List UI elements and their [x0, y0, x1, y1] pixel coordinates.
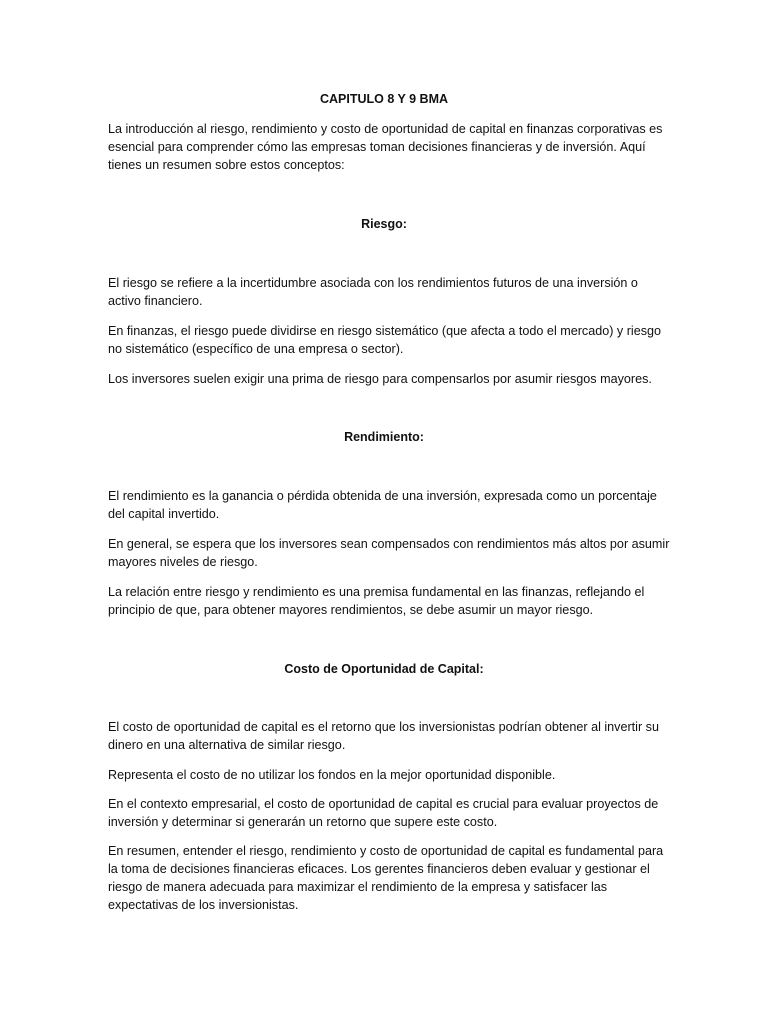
- paragraph-text: El costo de oportunidad de capital es el retorno que los inversionistas podrían obtener al invertir su dinero en una alternativa de similar riesgo.: [108, 720, 659, 752]
- section-heading-rendimiento: Rendimiento:: [344, 430, 424, 444]
- paragraph-text: Los inversores suelen exigir una prima de riesgo para compensarlos por asumir riesgos mayores.: [108, 372, 652, 386]
- rendimiento-paragraph-1: [108, 487, 670, 523]
- costo-paragraph-3: [108, 795, 670, 831]
- section-heading-costo-oportunidad: Costo de Oportunidad de Capital:: [284, 662, 484, 676]
- paragraph-text: La relación entre riesgo y rendimiento es una premisa fundamental en las finanzas, reflejando el principio de que, para obtener mayores rendimientos, se debe asumir un mayor riesgo.: [108, 585, 645, 617]
- costo-paragraph-2: [108, 766, 670, 784]
- riesgo-paragraph-2: [108, 322, 670, 358]
- paragraph-text: En general, se espera que los inversores sean compensados con rendimientos más altos por asumir mayores niveles de riesgo.: [108, 537, 670, 569]
- paragraph-text: En resumen, entender el riesgo, rendimiento y costo de oportunidad de capital es fundamental para la toma de decisiones financieras eficaces. Los gerentes financieros deben evaluar y gestionar el riesgo de manera adecuada para maximizar el rendimiento de la empresa y satisfacer las expectativas de los inversionistas.: [108, 844, 664, 912]
- paragraph-text: En el contexto empresarial, el costo de oportunidad de capital es crucial para evaluar proyectos de inversión y determinar si generarán un retorno que supere este costo.: [108, 797, 659, 829]
- paragraph-text: Representa el costo de no utilizar los fondos en la mejor oportunidad disponible.: [108, 768, 556, 782]
- intro-paragraph: [108, 120, 670, 174]
- riesgo-paragraph-1: [108, 274, 670, 310]
- intro-text: La introducción al riesgo, rendimiento y costo de oportunidad de capital en finanzas corporativas es esencial para comprender cómo las empresas toman decisiones financieras y de inversión. Aquí tienes un resumen sobre estos conceptos:: [108, 122, 663, 172]
- rendimiento-paragraph-2: [108, 535, 670, 571]
- paragraph-text: El rendimiento es la ganancia o pérdida obtenida de una inversión, expresada como un porcentaje del capital invertido.: [108, 489, 657, 521]
- paragraph-text: En finanzas, el riesgo puede dividirse en riesgo sistemático (que afecta a todo el mercado) y riesgo no sistemático (específico de una empresa o sector).: [108, 324, 662, 356]
- riesgo-paragraph-3: [108, 370, 670, 388]
- section-heading-riesgo: Riesgo:: [361, 217, 407, 231]
- paragraph-text: El riesgo se refiere a la incertidumbre asociada con los rendimientos futuros de una inversión o activo financiero.: [108, 276, 638, 308]
- rendimiento-paragraph-3: [108, 583, 670, 619]
- costo-paragraph-4: [108, 842, 670, 914]
- document-title: CAPITULO 8 Y 9 BMA: [319, 92, 449, 106]
- costo-paragraph-1: [108, 718, 670, 754]
